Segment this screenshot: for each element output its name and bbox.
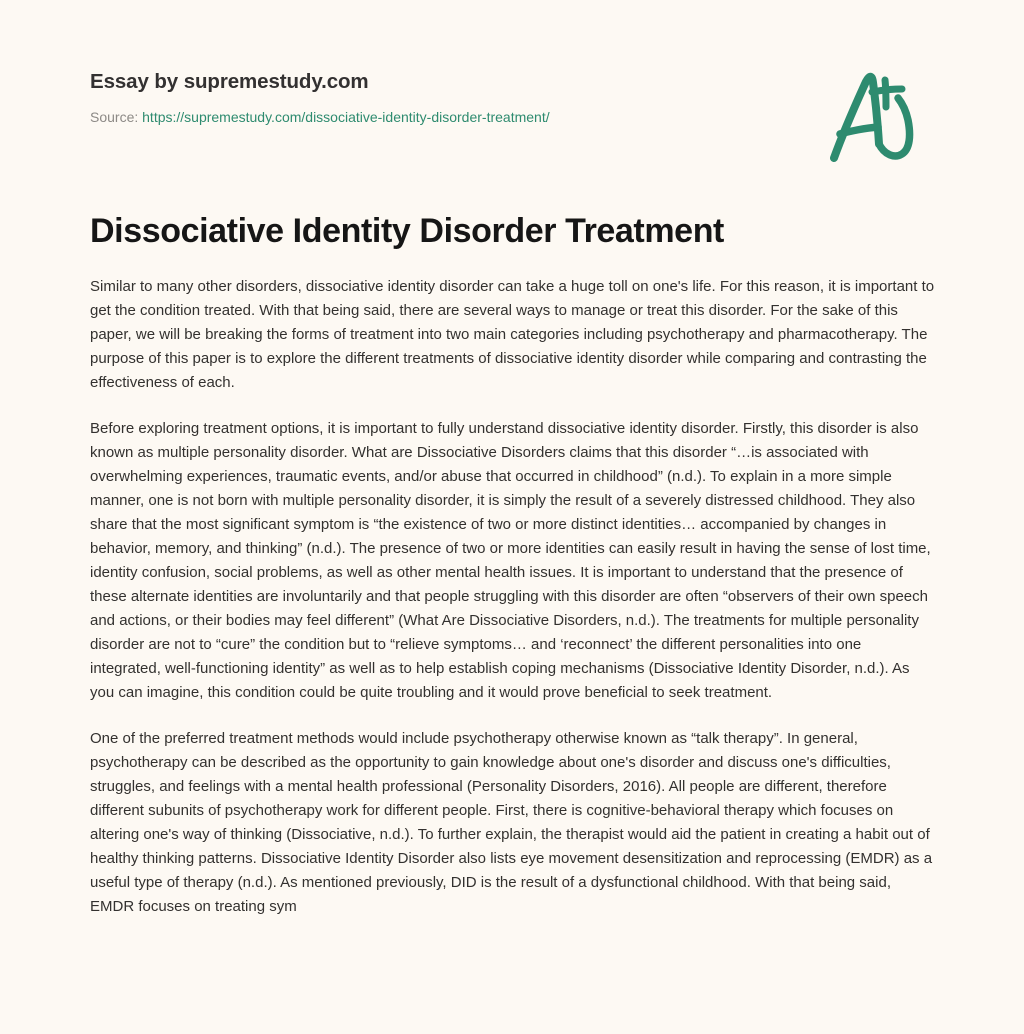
paragraph: One of the preferred treatment methods would include psychotherapy otherwise known as “talk therapy”. In general, psychotherapy can be described as the opportunity to gain knowledge about one's disorder and discuss one's difficulties, struggles, and feelings with a mental health professional (Personality Disorders, 2016). All people are different, therefore different subunits of psychotherapy work for different people. First, there is cognitive-behavioral therapy which focuses on altering one's way of thinking (Dissociative, n.d.). To further explain, the therapist would aid the patient in creating a habit out of healthy thinking patterns. Dissociative Identity Disorder also lists eye movement desensitization and reprocessing (EMDR) as a useful type of therapy (n.d.). As mentioned previously, DID is the result of a dysfunctional childhood. With that being said, EMDR focuses on treating sym [90, 729, 933, 915]
essay-byline: Essay by supremestudy.com [90, 70, 369, 93]
source-label: Source: [90, 108, 139, 125]
paragraph: Similar to many other disorders, dissociative identity disorder can take a huge toll on one's life. For this reason, it is important to get the condition treated. With that being said, there are several ways to manage or treat this disorder. For the sake of this paper, we will be breaking the forms of treatment into two main categories including psychotherapy and pharmacotherapy. The purpose of this paper is to explore the different treatments of dissociative identity disorder while comparing and contrasting the effectiveness of each. [90, 277, 935, 391]
page-header [90, 0, 934, 125]
paragraph: Before exploring treatment options, it is important to fully understand dissociative identity disorder. Firstly, this disorder is also known as multiple personality disorder. What are Dissociative Disorders claims that this disorder “…is associated with overwhelming experiences, traumatic events, and/or abuse that occurred in childhood” (n.d.). To explain in a more simple manner, one is not born with multiple personality disorder, it is simply the result of a severely distressed childhood. They also share that the most significant symptom is “the existence of two or more distinct identities… accompanied by changes in behavior, memory, and thinking” (n.d.). The presence of two or more identities can easily result in having the sense of lost time, identity confusion, social problems, as well as other mental health issues. It is important to understand that the presence of these alternate identities are involuntarily and that people struggling with this disorder are often “observers of their own speech and actions, or their bodies may feel different” (What Are Dissociative Disorders, n.d.). The treatments for multiple personality disorder are not to “cure” the condition but to “relieve symptoms… and ‘reconnect’ the different personalities into one integrated, well-functioning identity” as well as to help establish coping mechanisms (Dissociative Identity Disorder, n.d.). As you can imagine, this condition could be quite troubling and it would prove beneficial to seek treatment. [90, 419, 931, 701]
source-url-link[interactable]: https://supremestudy.com/dissociative-identity-disorder-treatment/ [142, 108, 550, 125]
essay-body [90, 251, 936, 919]
source-line [90, 109, 934, 126]
page-title: Dissociative Identity Disorder Treatment [90, 212, 724, 251]
